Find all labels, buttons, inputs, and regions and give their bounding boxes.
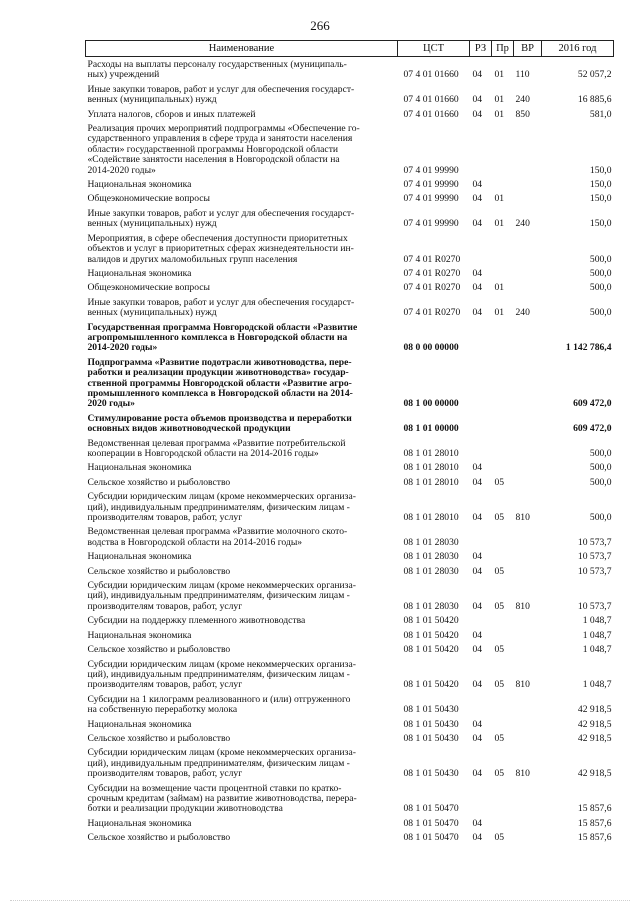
cell-cst: 07 4 01 01660 [403,69,459,81]
cell-name: Общеэкономические вопросы [87,282,210,294]
cell-amount: 500,0 [589,476,612,488]
table-row [86,578,614,613]
table-row [86,206,614,231]
cell-rz: 04 [472,817,483,829]
cell-amount: 15 857,6 [577,803,612,815]
cell-vr [514,411,542,436]
cell-cst: 07 4 01 01660 [403,94,459,106]
cell-pr [492,177,514,191]
cell-vr [514,121,542,177]
cell-vr [514,628,542,642]
cell-vr [514,781,542,816]
cell-rz [470,320,492,355]
cell-rz: 04 [472,307,483,319]
cell-name: Сельское хозяйство и рыболовство [87,832,231,844]
cell-cst: 07 4 01 99990 [403,179,459,191]
table-row [86,107,614,121]
cell-amount: 1 048,7 [582,615,612,627]
cell-amount: 500,0 [589,282,612,294]
table-row [86,355,614,411]
cell-vr [514,266,542,280]
table-row [86,320,614,355]
cell-vr [514,564,542,578]
table-row [86,816,614,830]
cell-amount: 609 472,0 [573,423,612,435]
cell-name: Реализация прочих мероприятий подпрограммы «Обеспечение го- сударственного управления в сфере труда и занятости населения области» государственной программы Новгородской области «Содействие занятости населения в Новгородской области на 2014-2020 годы» [87,123,360,176]
cell-rz: 04 [472,179,483,191]
cell-amount: 42 918,5 [577,732,612,744]
cell-name: Национальная экономика [87,629,192,641]
cell-cst: 08 1 01 28030 [403,551,459,563]
cell-cst: 07 4 01 99990 [403,218,459,230]
table-row [86,295,614,320]
cell-pr [492,781,514,816]
cell-vr [514,191,542,205]
cell-cst: 08 1 01 50470 [403,803,459,815]
table-row [86,745,614,780]
cell-amount: 1 048,7 [582,644,612,656]
cell-cst: 08 0 00 00000 [403,342,459,354]
cell-vr: 240 [515,218,530,230]
cell-name: Ведомственная целевая программа «Развитие потребительской кооперации в Новгородской области на 2014-2016 годы» [87,437,346,459]
cell-name: Национальная экономика [87,267,192,279]
cell-rz: 04 [472,282,483,294]
cell-cst: 07 4 01 99990 [403,164,459,176]
cell-amount: 150,0 [589,164,612,176]
cell-rz [470,613,492,627]
cell-rz: 04 [472,69,483,81]
cell-cst: 08 1 01 50430 [403,768,459,780]
cell-pr: 05 [494,565,505,577]
table-row [86,717,614,731]
cell-vr: 240 [515,307,530,319]
cell-amount: 500,0 [589,307,612,319]
cell-rz: 04 [472,600,483,612]
cell-rz: 04 [472,476,483,488]
cell-name: Сельское хозяйство и рыболовство [87,476,231,488]
table-row [86,411,614,436]
cell-name: Стимулирование роста объемов производства и переработки основных видов животноводческой продукции [87,412,352,435]
cell-amount: 500,0 [589,267,612,279]
cell-vr [514,613,542,627]
cell-name: Субсидии юридическим лицам (кроме некоммерческих организа- ций), индивидуальным предпринимателям, физическим лицам - производителям товаров, работ, услуг [87,580,356,612]
cell-vr [514,524,542,549]
cell-amount: 500,0 [589,512,612,524]
table-row [86,642,614,656]
cell-amount: 150,0 [589,179,612,191]
cell-vr [514,731,542,745]
cell-cst: 08 1 01 28010 [403,476,459,488]
cell-rz [470,121,492,177]
cell-pr [492,692,514,717]
cell-pr: 01 [494,108,505,120]
cell-cst: 07 4 01 99990 [403,193,459,205]
cell-pr: 01 [494,193,505,205]
cell-cst: 08 1 01 50430 [403,704,459,716]
cell-rz: 04 [472,267,483,279]
cell-pr: 01 [494,218,505,230]
cell-cst: 08 1 01 28010 [403,448,459,459]
table-row [86,489,614,524]
cell-pr: 05 [494,832,505,844]
cell-name: Субсидии юридическим лицам (кроме некоммерческих организа- ций), индивидуальным предпринимателям, физическим лицам - производителям товаров, работ, услуг [87,747,356,780]
cell-rz: 04 [472,462,483,474]
cell-rz: 04 [472,718,483,730]
cell-pr: 01 [494,282,505,294]
table-row [86,57,614,82]
cell-amount: 609 472,0 [573,398,612,410]
table-row [86,191,614,205]
cell-rz [470,436,492,461]
cell-name: Субсидии на поддержку племенного животноводства [87,615,306,627]
budget-table [85,40,614,845]
table-row [86,628,614,642]
cell-cst: 08 1 01 28030 [403,565,459,577]
cell-cst: 07 4 01 01660 [403,108,459,120]
cell-name: Национальная экономика [87,817,192,829]
cell-pr [492,355,514,411]
cell-rz: 04 [472,768,483,780]
cell-rz: 04 [472,193,483,205]
cell-pr: 05 [494,600,505,612]
table-row [86,692,614,717]
cell-rz: 04 [472,218,483,230]
cell-name: Общеэкономические вопросы [87,193,210,205]
cell-vr [514,830,542,844]
table-row [86,613,614,627]
cell-pr: 05 [494,476,505,488]
cell-amount: 500,0 [589,462,612,474]
cell-name: Национальная экономика [87,551,192,563]
cell-rz: 04 [472,732,483,744]
cell-pr: 05 [494,732,505,744]
cell-cst: 08 1 01 50430 [403,732,459,744]
cell-cst: 08 1 01 28010 [403,462,459,474]
cell-rz: 04 [472,679,483,691]
cell-amount: 42 918,5 [577,768,612,780]
cell-name: Подпрограмма «Развитие подотрасли животноводства, пере- работки и реализации продукции животноводства» государ- ственной программы Новгородской области «Развитие агро- промышленного комплекса в Новгородской области на 2014- 2020 годы» [87,356,353,410]
cell-rz: 04 [472,94,483,106]
table-row [86,564,614,578]
cell-vr: 810 [515,679,530,691]
cell-pr [492,231,514,266]
cell-name: Субсидии на возмещение части процентной ставки по кратко- срочным кредитам (займам) на развитие животноводства, перера- ботки и реализации продукции животноводства [87,782,357,815]
table-row [86,436,614,461]
cell-vr [514,231,542,266]
cell-amount: 15 857,6 [577,817,612,829]
cell-cst: 08 1 01 50470 [403,817,459,829]
cell-cst: 07 4 01 R0270 [403,307,461,319]
cell-vr [514,320,542,355]
cell-vr: 810 [515,768,530,780]
cell-amount: 150,0 [589,193,612,205]
cell-pr: 01 [494,307,505,319]
cell-pr [492,320,514,355]
cell-pr [492,266,514,280]
cell-cst: 08 1 01 50420 [403,679,459,691]
cell-pr [492,460,514,474]
cell-vr [514,280,542,294]
cell-vr: 240 [515,94,530,106]
table-row [86,524,614,549]
cell-vr [514,177,542,191]
cell-vr [514,642,542,656]
cell-vr [514,355,542,411]
cell-vr [514,475,542,489]
cell-vr [514,717,542,731]
cell-name: Национальная экономика [87,462,192,474]
table-row [86,460,614,474]
header-name: Наименование [86,41,398,57]
cell-rz: 04 [472,832,483,844]
cell-name: Мероприятия, в сфере обеспечения доступности приоритетных объектов и услуг в приоритетных сферах жизнедеятельности ин- валидов и других маломобильных групп населения [87,232,354,265]
header-vr: ВР [514,41,542,57]
cell-name: Сельское хозяйство и рыболовство [87,565,231,577]
table-row [86,231,614,266]
cell-cst: 08 1 00 00000 [403,398,459,410]
cell-cst: 08 1 01 00000 [403,423,459,435]
cell-amount: 42 918,5 [577,704,612,716]
cell-name: Национальная экономика [87,179,192,191]
cell-amount: 16 885,6 [577,94,612,106]
table-row [86,475,614,489]
cell-amount: 10 573,7 [577,551,612,563]
cell-rz [470,231,492,266]
cell-amount: 500,0 [589,253,612,265]
cell-name: Иные закупки товаров, работ и услуг для обеспечения государст- венных (муниципальных) нужд [87,83,355,106]
cell-name: Расходы на выплаты персоналу государственных (муниципаль- ных) учреждений [87,59,347,81]
cell-amount: 1 142 786,4 [565,342,612,354]
cell-rz [470,411,492,436]
cell-vr: 810 [515,600,530,612]
cell-pr [492,613,514,627]
cell-rz: 04 [472,512,483,524]
cell-vr [514,549,542,563]
cell-cst: 08 1 01 50430 [403,718,459,730]
header-cst: ЦСТ [398,41,470,57]
cell-vr [514,692,542,717]
cell-cst: 07 4 01 R0270 [403,253,461,265]
cell-pr [492,411,514,436]
table-row [86,266,614,280]
cell-rz [470,355,492,411]
cell-rz [470,781,492,816]
header-rz: РЗ [470,41,492,57]
cell-name: Субсидии юридическим лицам (кроме некоммерческих организа- ций), индивидуальным предпринимателям, физическим лицам - производителям товаров, работ, услуг [87,658,356,691]
cell-pr: 05 [494,512,505,524]
cell-pr: 05 [494,768,505,780]
cell-cst: 07 4 01 R0270 [403,282,461,294]
cell-vr [514,816,542,830]
table-row [86,731,614,745]
cell-pr [492,436,514,461]
cell-name: Иные закупки товаров, работ и услуг для обеспечения государст- венных (муниципальных) нужд [87,296,355,319]
page-number: 266 [310,18,330,33]
cell-name: Национальная экономика [87,718,192,730]
cell-pr [492,816,514,830]
budget-table-container [85,40,613,845]
cell-rz: 04 [472,108,483,120]
header-pr: Пр [492,41,514,57]
cell-name: Иные закупки товаров, работ и услуг для обеспечения государст- венных (муниципальных) нужд [87,207,355,230]
cell-amount: 42 918,5 [577,718,612,730]
cell-cst: 07 4 01 R0270 [403,267,461,279]
cell-name: Субсидии на 1 килограмм реализованного и (или) отгруженного на собственную переработку молока [87,693,351,716]
cell-pr: 01 [494,94,505,106]
cell-pr [492,524,514,549]
table-row [86,121,614,177]
cell-rz: 04 [472,551,483,563]
cell-amount: 150,0 [589,218,612,230]
table-header [86,41,614,57]
cell-pr: 05 [494,679,505,691]
cell-rz [470,524,492,549]
cell-pr [492,549,514,563]
cell-name: Субсидии юридическим лицам (кроме некоммерческих организа- ций), индивидуальным предпринимателям, физическим лицам - производителям товаров, работ, услуг [87,491,356,524]
table-row [86,657,614,692]
cell-pr [492,717,514,731]
cell-amount: 52 057,2 [577,69,612,81]
cell-cst: 08 1 01 50420 [403,615,459,627]
table-row [86,280,614,294]
cell-amount: 581,0 [589,108,612,120]
cell-vr: 810 [515,512,530,524]
cell-cst: 08 1 01 28030 [403,536,459,548]
table-row [86,82,614,107]
cell-amount: 1 048,7 [582,629,612,641]
cell-pr: 05 [494,644,505,656]
cell-amount: 10 573,7 [577,536,612,548]
cell-name: Уплата налогов, сборов и иных платежей [87,108,256,120]
cell-amount: 1 048,7 [582,679,612,691]
cell-rz: 04 [472,629,483,641]
cell-vr: 850 [515,108,530,120]
cell-cst: 08 1 01 28030 [403,600,459,612]
table-row [86,781,614,816]
cell-vr [514,436,542,461]
cell-amount: 10 573,7 [577,565,612,577]
cell-amount: 15 857,6 [577,832,612,844]
scan-edge-noise [10,896,630,901]
header-amount: 2016 год [542,41,614,57]
cell-pr: 01 [494,69,505,81]
cell-rz: 04 [472,644,483,656]
table-row [86,177,614,191]
cell-rz: 04 [472,565,483,577]
cell-pr [492,628,514,642]
cell-vr: 110 [515,69,530,81]
cell-cst: 08 1 01 50420 [403,644,459,656]
cell-pr [492,121,514,177]
cell-cst: 08 1 01 28010 [403,512,459,524]
cell-cst: 08 1 01 50420 [403,629,459,641]
table-row [86,830,614,844]
cell-name: Государственная программа Новгородской области «Развитие агропромышленного комплекса в Новгородской области на 2014-2020 годы» [87,321,358,354]
cell-name: Ведомственная целевая программа «Развитие молочного ското- водства в Новгородской области на 2014-2016 годы» [87,526,348,548]
cell-amount: 500,0 [589,448,612,459]
cell-name: Сельское хозяйство и рыболовство [87,644,231,656]
cell-amount: 10 573,7 [577,600,612,612]
cell-name: Сельское хозяйство и рыболовство [87,732,231,744]
table-row [86,549,614,563]
cell-rz [470,692,492,717]
cell-cst: 08 1 01 50470 [403,832,459,844]
table-body [86,57,614,845]
cell-vr [514,460,542,474]
